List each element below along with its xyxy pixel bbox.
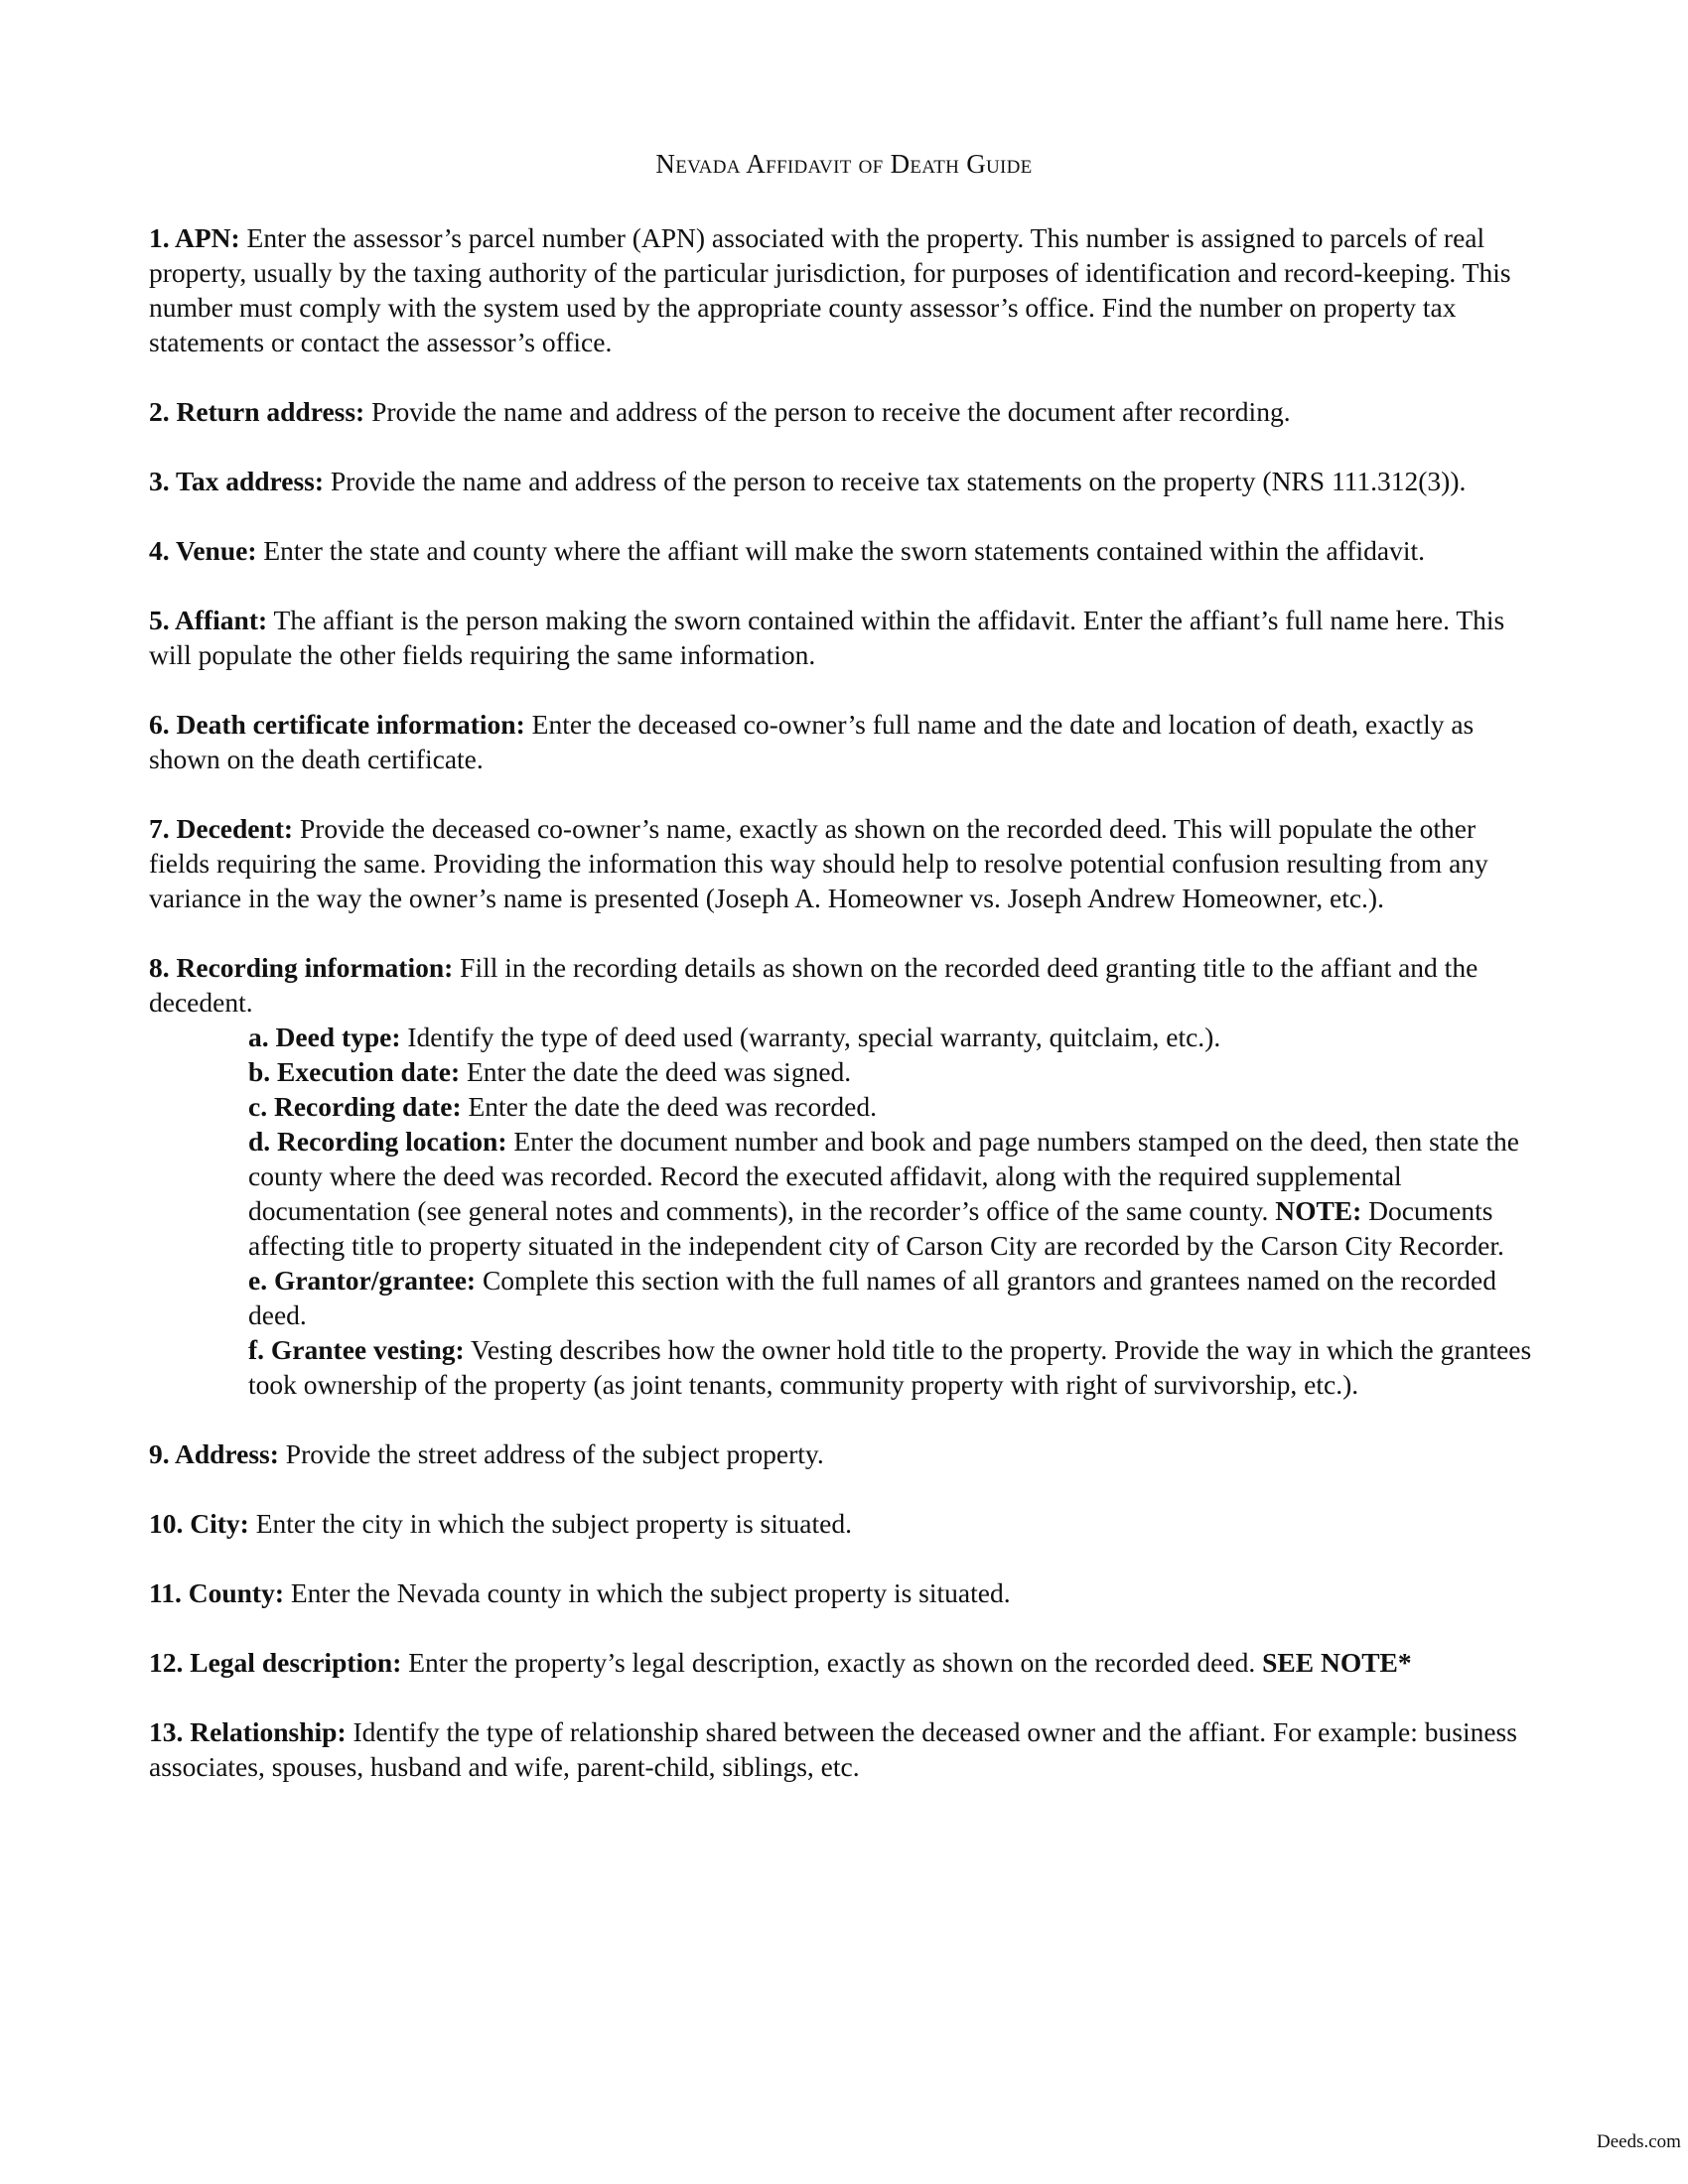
- section-recording-information: [149, 950, 1539, 1402]
- subsection-recording-date: [248, 1089, 1539, 1124]
- page-title: Nevada Affidavit of Death Guide: [655, 149, 1033, 179]
- subsection-label: f. Grantee vesting:: [248, 1334, 465, 1365]
- section-text: Provide the name and address of the person to receive the document after recording.: [364, 396, 1291, 427]
- section-text: Enter the property’s legal description, exactly as shown on the recorded deed.: [401, 1647, 1263, 1678]
- section-label: 11. County:: [149, 1577, 284, 1608]
- section-intro: [149, 950, 1539, 1020]
- footer-brand: Deeds.com: [1597, 2131, 1681, 2152]
- section-return-address: [149, 394, 1539, 429]
- section-text: Provide the street address of the subject property.: [278, 1438, 824, 1469]
- section-text: Provide the deceased co-owner’s name, exactly as shown on the recorded deed. This will populate the other fields requiring the same. Providing the information this way should help to resolve potential confusion resulting from any variance in the way the owner’s name is presented (Joseph A. Homeowner vs. Joseph Andrew Homeowner, etc.).: [149, 813, 1488, 913]
- note-text: Documents affecting title to property situated in the independent city of Carson City are recorded by the Carson City Recorder.: [248, 1195, 1504, 1261]
- subsection-label: d. Recording location:: [248, 1126, 507, 1157]
- subsection-text: Vesting describes how the owner hold title to the property. Provide the way in which the grantees took ownership of the property (as joint tenants, community property with right of survivorship, etc.).: [248, 1334, 1532, 1400]
- subsection-recording-location: [248, 1124, 1539, 1263]
- section-text: Provide the name and address of the person to receive tax statements on the property (NRS 111.312(3)).: [324, 466, 1467, 496]
- subsection-label: e. Grantor/grantee:: [248, 1265, 477, 1296]
- section-text: Enter the assessor’s parcel number (APN) associated with the property. This number is assigned to parcels of real property, usually by the taxing authority of the particular jurisdiction, for purposes of identification and record-keeping. This number must comply with the system used by the appropriate county assessor’s office. Find the number on property tax statements or contact the assessor’s office.: [149, 222, 1511, 357]
- section-relationship: [149, 1714, 1539, 1784]
- subsection-text: Enter the date the deed was signed.: [460, 1056, 852, 1087]
- section-tax-address: [149, 464, 1539, 498]
- section-label: 13. Relationship:: [149, 1716, 347, 1747]
- section-label: 9. Address:: [149, 1438, 279, 1469]
- subsection-deed-type: [248, 1020, 1539, 1054]
- subsection-label: a. Deed type:: [248, 1022, 401, 1052]
- section-label: 7. Decedent:: [149, 813, 294, 844]
- subsection-execution-date: [248, 1054, 1539, 1089]
- section-text: Enter the city in which the subject property is situated.: [248, 1508, 852, 1539]
- section-apn: [149, 220, 1539, 359]
- subsection-list: [149, 1020, 1539, 1402]
- subsection-text: Complete this section with the full names of all grantors and grantees named on the recorded deed.: [248, 1265, 1496, 1330]
- section-county: [149, 1575, 1539, 1610]
- note-label: NOTE:: [1275, 1195, 1362, 1226]
- subsection-label: b. Execution date:: [248, 1056, 461, 1087]
- subsection-text: Enter the date the deed was recorded.: [461, 1091, 878, 1122]
- section-label: 1. APN:: [149, 222, 240, 253]
- section-legal-description: [149, 1645, 1539, 1680]
- subsection-grantor-grantee: [248, 1263, 1539, 1332]
- see-note: SEE NOTE*: [1262, 1647, 1412, 1678]
- section-text: Fill in the recording details as shown on the recorded deed granting title to the affiant and the decedent.: [149, 952, 1478, 1018]
- subsection-text: Identify the type of deed used (warranty, special warranty, quitclaim, etc.).: [400, 1022, 1221, 1052]
- section-label: 6. Death certificate information:: [149, 709, 525, 740]
- section-label: 5. Affiant:: [149, 605, 268, 635]
- section-text: Identify the type of relationship shared between the deceased owner and the affiant. For example: business associates, spouses, husband and wife, parent-child, siblings, etc.: [149, 1716, 1517, 1782]
- subsection-grantee-vesting: [248, 1332, 1539, 1402]
- section-affiant: [149, 603, 1539, 672]
- document-page: [149, 0, 1681, 2184]
- section-label: 4. Venue:: [149, 535, 257, 566]
- section-label: 12. Legal description:: [149, 1647, 402, 1678]
- section-label: 3. Tax address:: [149, 466, 325, 496]
- subsection-label: c. Recording date:: [248, 1091, 462, 1122]
- section-label: 10. City:: [149, 1508, 249, 1539]
- section-address: [149, 1436, 1539, 1471]
- section-text: Enter the deceased co-owner’s full name and the date and location of death, exactly as shown on the death certificate.: [149, 709, 1475, 774]
- section-text: Enter the Nevada county in which the subject property is situated.: [284, 1577, 1011, 1608]
- guide-sections: [149, 220, 1539, 1819]
- section-city: [149, 1506, 1539, 1541]
- subsection-text: Enter the document number and book and page numbers stamped on the deed, then state the county where the deed was recorded. Record the executed affidavit, along with the required supplemental documentation (see general notes and comments), in the recorder’s office of the same county.: [248, 1126, 1519, 1226]
- section-text: Enter the state and county where the affiant will make the sworn statements contained within the affidavit.: [256, 535, 1426, 566]
- section-decedent: [149, 811, 1539, 915]
- section-text: The affiant is the person making the sworn contained within the affidavit. Enter the affiant’s full name here. This will populate the other fields requiring the same information.: [149, 605, 1505, 670]
- section-venue: [149, 533, 1539, 568]
- section-death-certificate: [149, 707, 1539, 776]
- section-label: 2. Return address:: [149, 396, 365, 427]
- section-label: 8. Recording information:: [149, 952, 454, 983]
